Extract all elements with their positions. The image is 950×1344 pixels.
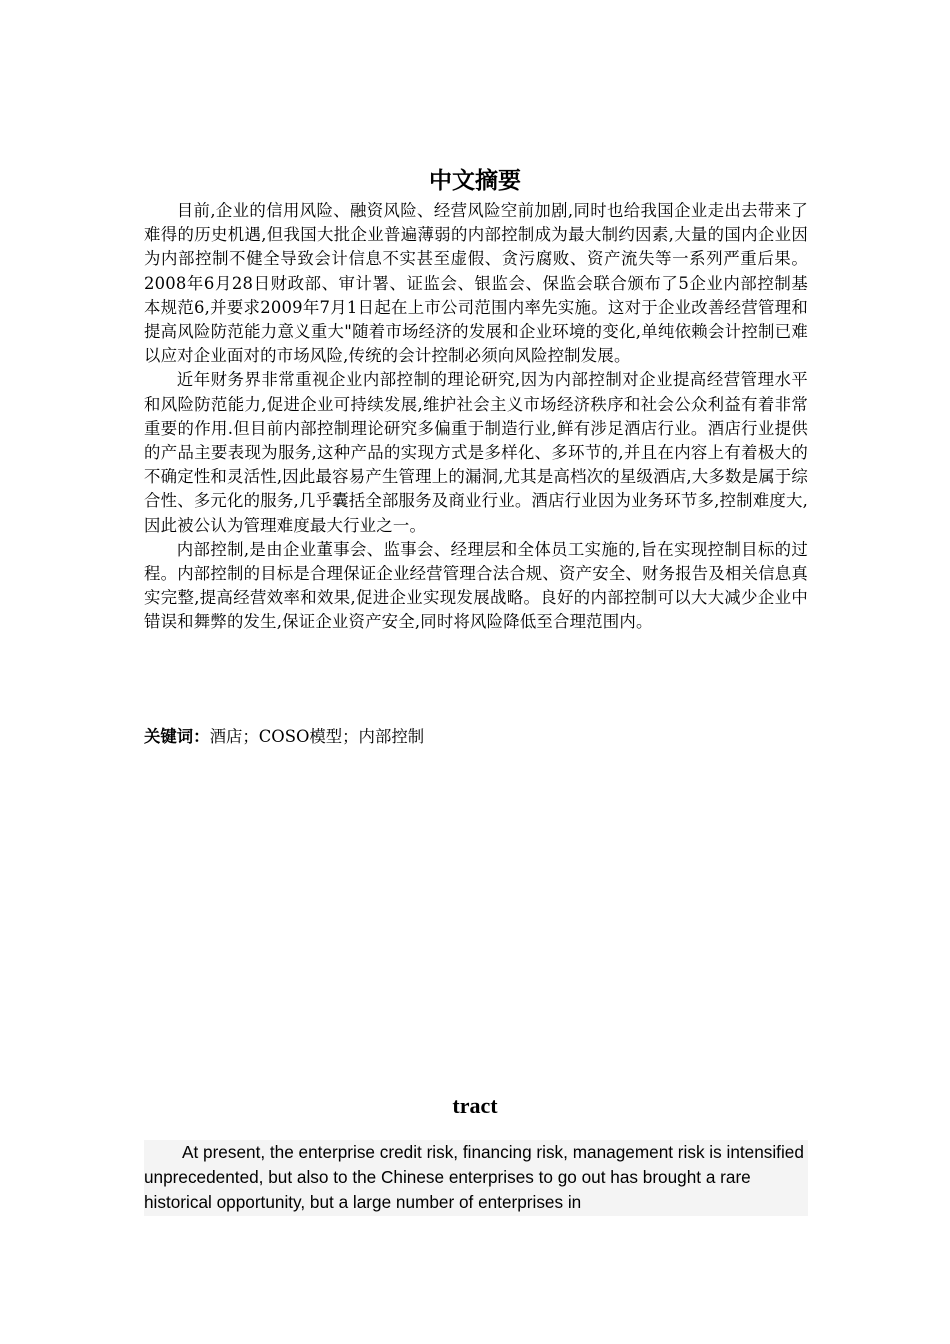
keywords-label: 关键词： — [144, 727, 210, 746]
abstract-paragraph-2: 近年财务界非常重视企业内部控制的理论研究,因为内部控制对企业提高经营管理水平和风险防范能力,促进企业可持续发展,维护社会主义市场经济秩序和社会公众利益有着非常重要的作用.但目前内部控制理论研究多偏重于制造行业,鲜有涉足酒店行业。酒店行业提供的产品主要表现为服务,这种产品的实现方式是多样化、多环节的,并且在内容上有着极大的不确定性和灵活性,因此最容易产生管理上的漏洞,尤其是高档次的星级酒店,大多数是属于综合性、多元化的服务,几乎囊括全部服务及商业行业。酒店行业因为业务环节多,控制难度大,因此被公认为管理难度最大行业之一。 — [144, 370, 808, 535]
keywords-value: 酒店；COSO模型；内部控制 — [209, 727, 425, 746]
keywords-line — [144, 725, 808, 749]
chinese-abstract-title: 中文摘要 — [429, 168, 521, 194]
chinese-abstract-body — [144, 199, 808, 635]
english-abstract-paragraph: At present, the enterprise credit risk, financing risk, management risk is intensified unprecedented, but also to the Chinese enterprises to go out has brought a rare historical opportunity, but a large number of enterprises in — [144, 1142, 804, 1212]
english-abstract-title: tract — [452, 1093, 498, 1118]
abstract-paragraph-3: 内部控制,是由企业董事会、监事会、经理层和全体员工实施的,旨在实现控制目标的过程。内部控制的目标是合理保证企业经营管理合法合规、资产安全、财务报告及相关信息真实完整,提高经营效率和效果,促进企业实现发展战略。良好的内部控制可以大大减少企业中错误和舞弊的发生,保证企业资产安全,同时将风险降低至合理范围内。 — [144, 539, 808, 632]
abstract-paragraph-1: 目前,企业的信用风险、融资风险、经营风险空前加剧,同时也给我国企业走出去带来了难得的历史机遇,但我国大批企业普遍薄弱的内部控制成为最大制约因素,大量的国内企业因为内部控制不健全导致会计信息不实甚至虚假、贪污腐败、资产流失等一系列严重后果。2008年6月28日财政部、审计署、证监会、银监会、保监会联合颁布了5企业内部控制基本规范6,并要求2009年7月1日起在上市公司范围内率先实施。这对于企业改善经营管理和提高风险防范能力意义重大"随着市场经济的发展和企业环境的变化,单纯依赖会计控制已难以应对企业面对的市场风险,传统的会计控制必须向风险控制发展。 — [144, 201, 808, 366]
english-abstract-body — [144, 1140, 808, 1216]
